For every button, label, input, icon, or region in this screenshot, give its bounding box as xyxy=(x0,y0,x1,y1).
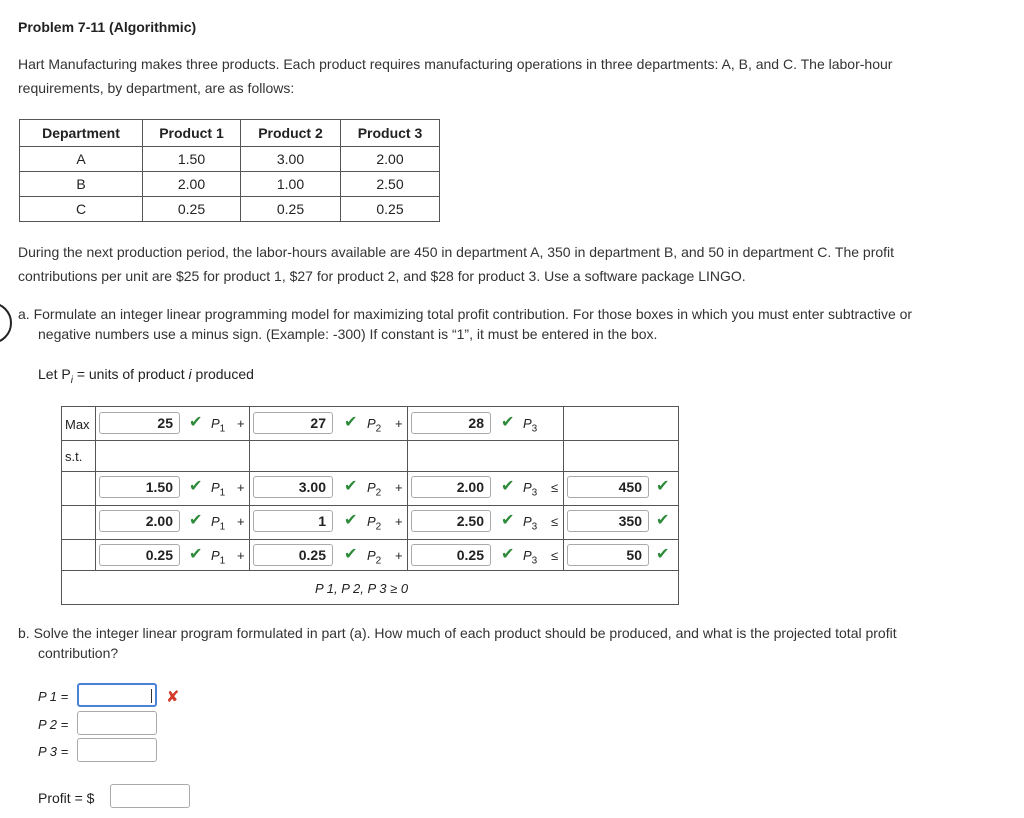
p3-answer-input[interactable] xyxy=(77,738,157,762)
plus-sign: + xyxy=(395,514,403,529)
grid-line xyxy=(62,570,678,571)
plus-sign: + xyxy=(237,480,245,495)
objective-coef-p1-input[interactable]: 25 xyxy=(99,412,180,434)
var-p1: $P_1$ xyxy=(211,514,226,533)
constraint3-coef-p2-input[interactable]: 0.25 xyxy=(253,544,333,566)
check-icon: ✔ xyxy=(501,512,515,529)
x-icon: ✘ xyxy=(166,689,180,706)
grid-line xyxy=(62,505,678,506)
part-b-line-2: contribution? xyxy=(38,645,119,661)
table-cell: 0.25 xyxy=(341,197,440,222)
let-end: produced xyxy=(191,366,254,382)
st-label: s.t. xyxy=(65,449,83,464)
labor-hours-table xyxy=(19,119,440,222)
constraint2-rhs-input[interactable]: 350 xyxy=(567,510,649,532)
constraint1-coef-p1-input[interactable]: 1.50 xyxy=(99,476,180,498)
var-p1: $P_1$ xyxy=(211,480,226,499)
check-icon: ✔ xyxy=(344,478,358,495)
var-p3: $P_3$ xyxy=(523,548,538,567)
check-icon: ✔ xyxy=(344,512,358,529)
check-icon: ✔ xyxy=(344,546,358,563)
let-index: i xyxy=(188,366,192,382)
p1-answer-label: P 1 = xyxy=(38,689,69,704)
table-cell: 2.00 xyxy=(143,172,241,197)
table-cell: C xyxy=(20,197,143,222)
problem-title: Problem 7-11 (Algorithmic) xyxy=(18,19,197,35)
plus-sign: + xyxy=(395,416,403,431)
var-p2: $P_2$ xyxy=(367,514,382,533)
var-p2: $P_2$ xyxy=(367,480,382,499)
check-icon: ✔ xyxy=(189,478,203,495)
let-sub: i xyxy=(70,374,73,386)
check-icon: ✔ xyxy=(656,512,670,529)
let-prefix: Let P xyxy=(38,366,71,382)
table-row xyxy=(20,172,440,197)
text-caret xyxy=(151,689,152,703)
leq-sign: ≤ xyxy=(551,480,559,495)
grid-line xyxy=(62,539,678,540)
grid-line xyxy=(62,440,678,441)
table-cell: 2.00 xyxy=(341,147,440,172)
problem-marker-circle xyxy=(0,302,12,344)
constraint1-coef-p2-input[interactable]: 3.00 xyxy=(253,476,333,498)
var-p2: $P_2$ xyxy=(367,548,382,567)
var-p1: $P_1$ xyxy=(211,548,226,567)
variable-definition xyxy=(38,366,254,386)
constraint2-coef-p2-input[interactable]: 1 xyxy=(253,510,333,532)
table-header: Department xyxy=(20,120,143,147)
constraint3-coef-p3-input[interactable]: 0.25 xyxy=(411,544,491,566)
grid-line xyxy=(95,407,96,570)
part-a-line-2: negative numbers use a minus sign. (Example: -300) If constant is “1”, it must be entered in the box. xyxy=(38,326,658,342)
profit-label: Profit = $ xyxy=(38,790,95,806)
ilp-model-grid xyxy=(61,406,679,605)
table-cell: 0.25 xyxy=(241,197,341,222)
check-icon: ✔ xyxy=(501,546,515,563)
table-cell: 0.25 xyxy=(143,197,241,222)
table-cell: B xyxy=(20,172,143,197)
objective-coef-p3-input[interactable]: 28 xyxy=(411,412,491,434)
table-row xyxy=(20,147,440,172)
grid-line xyxy=(62,471,678,472)
table-header-row xyxy=(20,120,440,147)
table-header: Product 1 xyxy=(143,120,241,147)
part-a-line-1: a. Formulate an integer linear programming model for maximizing total profit contribution. For those boxes in which you must enter subtractive or xyxy=(18,306,913,322)
nonnegativity-constraint: P 1, P 2, P 3 ≥ 0 xyxy=(315,581,409,596)
check-icon: ✔ xyxy=(656,546,670,563)
grid-line xyxy=(407,407,408,570)
p2-answer-input[interactable] xyxy=(77,711,157,735)
var-p3: $P_3$ xyxy=(523,514,538,533)
table-cell: A xyxy=(20,147,143,172)
plus-sign: + xyxy=(237,416,245,431)
intro-paragraph xyxy=(18,52,1008,100)
availability-line-2: contributions per unit are $25 for product 1, $27 for product 2, and $28 for product 3. Use a software package LINGO. xyxy=(18,268,746,284)
objective-coef-p2-input[interactable]: 27 xyxy=(253,412,333,434)
table-cell: 1.50 xyxy=(143,147,241,172)
plus-sign: + xyxy=(237,514,245,529)
var-p2: $P_2$ xyxy=(367,416,382,435)
constraint1-rhs-input[interactable]: 450 xyxy=(567,476,649,498)
table-cell: 2.50 xyxy=(341,172,440,197)
p3-answer-label: P 3 = xyxy=(38,744,69,759)
table-row xyxy=(20,197,440,222)
grid-line xyxy=(563,407,564,570)
constraint3-coef-p1-input[interactable]: 0.25 xyxy=(99,544,180,566)
constraint2-coef-p1-input[interactable]: 2.00 xyxy=(99,510,180,532)
p2-answer-label: P 2 = xyxy=(38,717,69,732)
table-header: Product 3 xyxy=(341,120,440,147)
check-icon: ✔ xyxy=(501,478,515,495)
constraint3-rhs-input[interactable]: 50 xyxy=(567,544,649,566)
p1-answer-input[interactable] xyxy=(77,683,157,707)
var-p1: $P_1$ xyxy=(211,416,226,435)
plus-sign: + xyxy=(395,548,403,563)
plus-sign: + xyxy=(237,548,245,563)
check-icon: ✔ xyxy=(344,414,358,431)
let-suffix: = units of product xyxy=(72,366,189,382)
leq-sign: ≤ xyxy=(551,514,559,529)
max-label: Max xyxy=(65,417,90,432)
check-icon: ✔ xyxy=(189,512,203,529)
var-p3: $P_3$ xyxy=(523,416,538,435)
part-b-instructions xyxy=(18,623,1008,663)
intro-line-1: Hart Manufacturing makes three products. Each product requires manufacturing operations in three departments: A, B, and C. The labor-hour xyxy=(18,56,893,72)
profit-answer-input[interactable] xyxy=(110,784,190,808)
check-icon: ✔ xyxy=(189,414,203,431)
table-cell: 3.00 xyxy=(241,147,341,172)
part-a-instructions xyxy=(18,304,1008,344)
availability-line-1: During the next production period, the labor-hours available are 450 in department A, 350 in department B, and 50 in department C. The profit xyxy=(18,244,895,260)
leq-sign: ≤ xyxy=(551,548,559,563)
intro-line-2: requirements, by department, are as follows: xyxy=(18,80,295,96)
check-icon: ✔ xyxy=(189,546,203,563)
grid-line xyxy=(249,407,250,570)
check-icon: ✔ xyxy=(501,414,515,431)
constraint2-coef-p3-input[interactable]: 2.50 xyxy=(411,510,491,532)
part-b-line-1: b. Solve the integer linear program formulated in part (a). How much of each product should be produced, and what is the projected total profit xyxy=(18,625,897,641)
plus-sign: + xyxy=(395,480,403,495)
var-p3: $P_3$ xyxy=(523,480,538,499)
table-header: Product 2 xyxy=(241,120,341,147)
availability-paragraph xyxy=(18,240,1008,288)
constraint1-coef-p3-input[interactable]: 2.00 xyxy=(411,476,491,498)
check-icon: ✔ xyxy=(656,478,670,495)
table-cell: 1.00 xyxy=(241,172,341,197)
